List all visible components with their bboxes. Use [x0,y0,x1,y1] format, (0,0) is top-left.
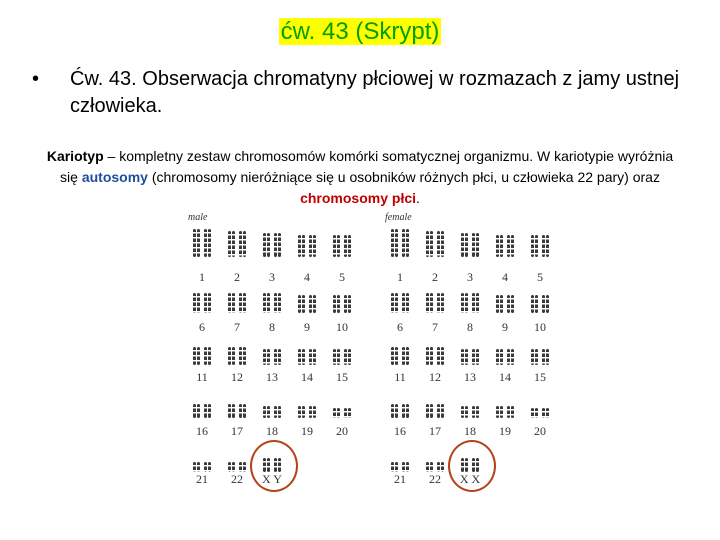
male-chromosome-number: 12 [231,370,243,384]
male-chromosome-pair [329,234,355,260]
def-end: . [416,190,420,206]
male-chromosome-number: 2 [234,270,240,284]
male-chromosome-number: 6 [199,320,205,334]
female-chromosome-pair [527,234,553,260]
female-chromosome-pair [457,232,483,260]
bullet-prefix: Ćw. 43 [70,68,132,90]
female-chromosome-pair [422,403,448,421]
female-chromosome-pair [457,348,483,368]
female-chromosome-pair [422,346,448,368]
female-chromosome-number: 3 [467,270,473,284]
female-chromosome-pair [492,234,518,260]
male-chromosome-pair [224,403,250,421]
male-chromosome-number: 1 [199,270,205,284]
karyotype-figure [180,212,560,492]
female-chromosome-pair [492,294,518,316]
male-chromosome-pair [189,228,215,260]
female-chromosome-number: 8 [467,320,473,334]
female-chromosome-number: 16 [394,424,406,438]
slide-title [0,18,720,46]
male-chromosome-pair [329,348,355,368]
male-chromosome-number: 5 [339,270,345,284]
male-chromosome-number: 16 [196,424,208,438]
karyotype-definition [40,146,680,209]
male-chromosome-number: 14 [301,370,313,384]
male-chromosome-number: 19 [301,424,313,438]
male-chromosome-number: 15 [336,370,348,384]
female-chromosome-pair [527,348,553,368]
male-chromosome-number: 8 [269,320,275,334]
bullet-marker: • [32,68,40,90]
def-autosomy: autosomy [81,169,148,185]
male-chromosome-number: 22 [231,472,243,486]
female-chromosome-pair [387,228,413,260]
female-chromosome-number: 7 [432,320,438,334]
slide-title-text: ćw. 43 (Skrypt) [280,18,440,45]
female-chromosome-number: 2 [432,270,438,284]
male-chromosome-pair [329,407,355,421]
female-chromosome-number: 19 [499,424,511,438]
male-chromosome-pair [259,292,285,316]
female-chromosome-number: 15 [534,370,546,384]
female-chromosome-pair [492,405,518,421]
male-chromosome-pair [259,232,285,260]
male-chromosome-pair [224,346,250,368]
male-chromosome-pair [294,405,320,421]
male-chromosome-pair [259,405,285,421]
female-chromosome-pair [457,405,483,421]
female-label: female [385,212,412,223]
female-chromosome-number: 4 [502,270,508,284]
female-chromosome-number: 6 [397,320,403,334]
male-chromosome-number: 21 [196,472,208,486]
female-chromosome-pair [422,230,448,260]
female-chromosome-number: 1 [397,270,403,284]
male-chromosome-number: 4 [304,270,310,284]
female-chromosome-number: 13 [464,370,476,384]
female-chromosome-number: 17 [429,424,441,438]
male-chromosome-pair [224,230,250,260]
male-chromosome-number: 17 [231,424,243,438]
male-sex-chromosome-circle [250,440,298,492]
male-chromosome-pair [189,292,215,316]
male-chromosome-pair [294,234,320,260]
female-chromosome-pair [457,292,483,316]
female-chromosome-pair [527,294,553,316]
female-chromosome-number: 12 [429,370,441,384]
female-chromosome-pair [387,292,413,316]
female-chromosome-number: 14 [499,370,511,384]
male-chromosome-number: 3 [269,270,275,284]
male-chromosome-pair [329,294,355,316]
female-chromosome-number: 10 [534,320,546,334]
male-chromosome-pair [189,346,215,368]
female-chromosome-pair [492,348,518,368]
male-chromosome-pair [294,294,320,316]
female-chromosome-number: 5 [537,270,543,284]
female-chromosome-pair [387,346,413,368]
male-chromosome-pair [259,348,285,368]
female-chromosome-number: X X [459,472,481,486]
female-chromosome-pair [387,403,413,421]
female-chromosome-pair [422,292,448,316]
male-chromosome-pair [189,403,215,421]
male-chromosome-pair [294,348,320,368]
def-part2: (chromosomy nieróżniące się u osobników różnych płci, u człowieka 22 pary) oraz [147,169,660,185]
male-chromosome-pair [224,292,250,316]
female-chromosome-pair [527,407,553,421]
female-sex-chromosome-circle [448,440,496,492]
male-label: male [188,212,208,223]
female-chromosome-number: 21 [394,472,406,486]
female-chromosome-number: 20 [534,424,546,438]
male-chromosome-number: 18 [266,424,278,438]
def-term: Kariotyp [46,148,104,164]
male-chromosome-number: 9 [304,320,310,334]
female-chromosome-number: 22 [429,472,441,486]
male-chromosome-number: 10 [336,320,348,334]
def-part1: – kompletny zestaw chromosomów komórki somatycznej organizmu. W kariotypie wyróżnia się [60,148,674,185]
male-chromosome-number: 11 [196,370,208,384]
bullet-text [70,66,692,120]
bullet-body: . Obserwacja chromatyny płciowej w rozmazach z jamy ustnej człowieka. [70,68,680,117]
male-chromosome-number: 13 [266,370,278,384]
female-chromosome-number: 9 [502,320,508,334]
male-chromosome-number: X Y [262,472,282,486]
def-sex-chromosomes: chromosomy płci [300,190,417,206]
bullet-item [32,66,692,120]
female-chromosome-number: 18 [464,424,476,438]
female-chromosome-number: 11 [394,370,406,384]
male-chromosome-number: 20 [336,424,348,438]
male-chromosome-number: 7 [234,320,240,334]
